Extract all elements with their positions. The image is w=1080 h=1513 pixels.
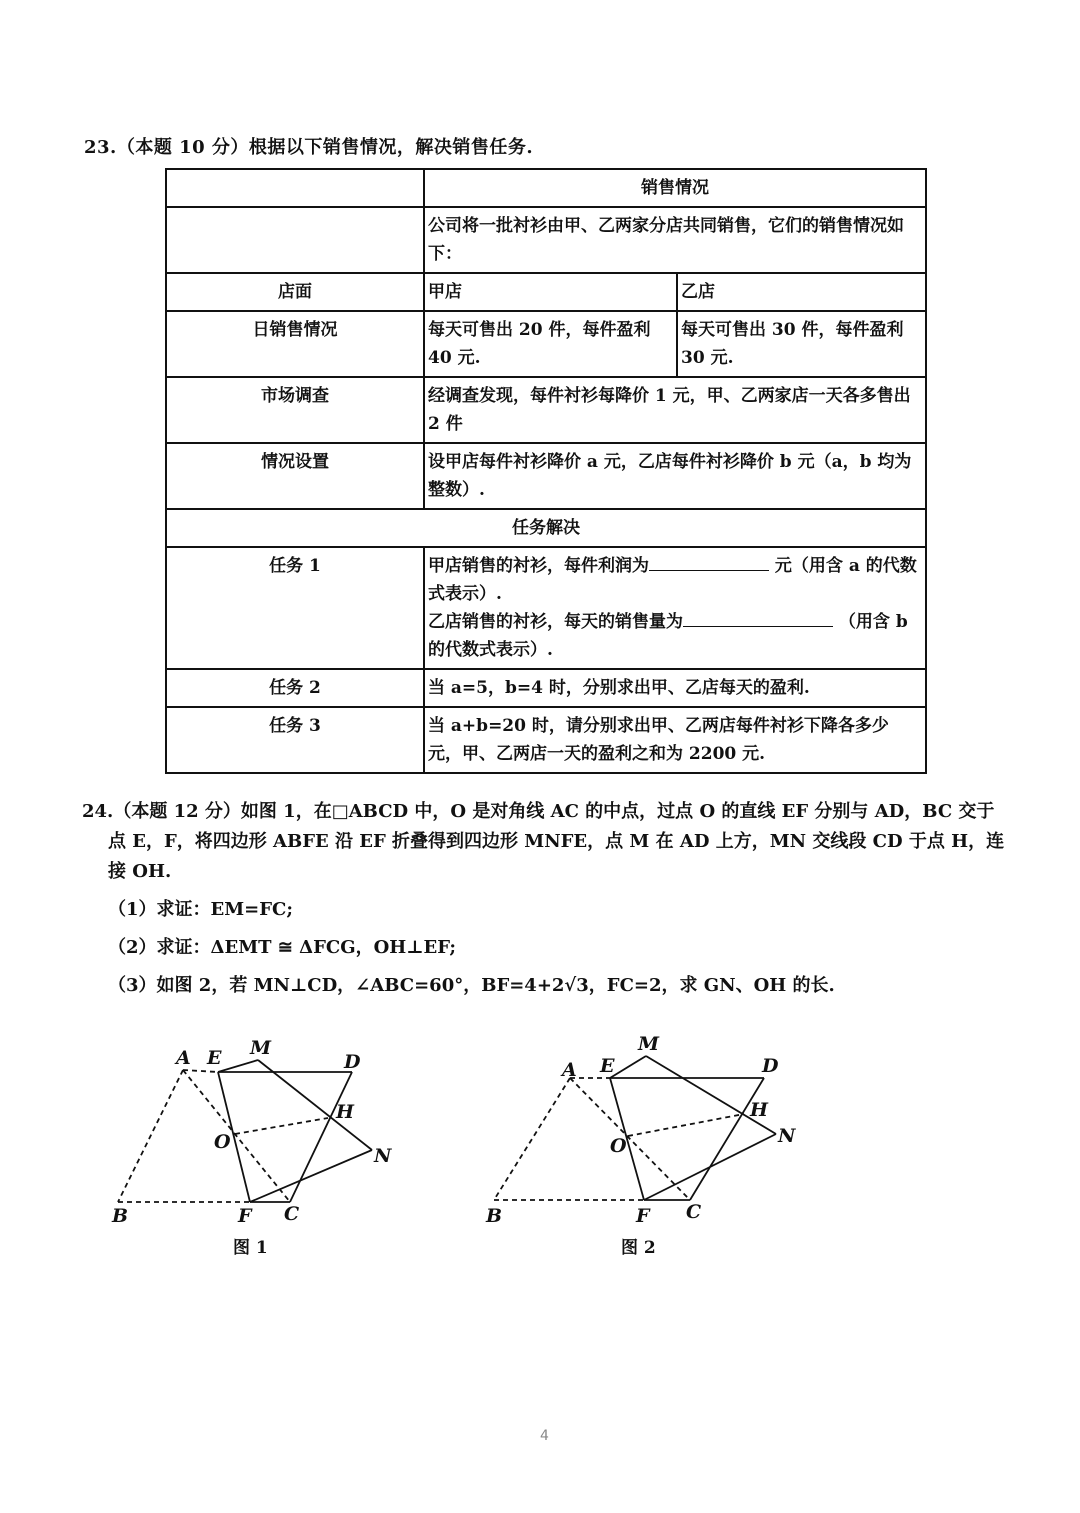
setting-text: 设甲店每件衬衫降价 a 元，乙店每件衬衫降价 b 元（a，b 均为整数）. <box>424 443 926 509</box>
table-row <box>166 707 926 773</box>
sales-table <box>165 168 927 774</box>
fig2-caption: 图 2 <box>621 1238 656 1258</box>
q24-block <box>82 797 1022 1001</box>
q24-line2: 点 E，F，将四边形 ABFE 沿 EF 折叠得到四边形 MNFE，点 M 在 AD 上方，MN 交线段 CD 于点 H，连 <box>108 831 1005 852</box>
fig2-label-A: A <box>562 1059 577 1081</box>
survey-text: 经调查发现，每件衬衫每降价 1 元，甲、乙两家店一天各多售出 2 件 <box>424 377 926 443</box>
page-number: 4 <box>540 1428 549 1444</box>
figure-1 <box>100 1030 420 1230</box>
fig2-line-NF <box>644 1134 776 1200</box>
fig2-label-N: N <box>778 1125 796 1147</box>
setting-label: 情况设置 <box>166 443 424 509</box>
fig1-label-O: O <box>214 1131 231 1153</box>
fig2-line-DC <box>690 1078 764 1200</box>
fig1-label-E: E <box>207 1047 222 1069</box>
fig1-line-EM <box>218 1060 258 1072</box>
store-b: 乙店 <box>677 273 926 311</box>
task3-label: 任务 3 <box>166 707 424 773</box>
fig2-line-AB <box>494 1078 570 1200</box>
fig1-label-A: A <box>176 1047 191 1069</box>
task1-part2b: （用含 b 的代数式表示）. <box>428 612 908 660</box>
fig2-label-H: H <box>750 1099 768 1121</box>
fig2-line-AC <box>570 1078 690 1200</box>
task1-part1a: 甲店销售的衬衫，每件利润为 <box>428 556 649 576</box>
answer-blank <box>649 552 769 571</box>
figure-2 <box>478 1030 808 1230</box>
task1-text <box>424 547 926 669</box>
q24-line1: 24.（本题 12 分）如图 1，在□ABCD 中，O 是对角线 AC 的中点，过点 O 的直线 EF 分别与 AD，BC 交于 <box>82 801 995 822</box>
table-row <box>166 377 926 443</box>
table-row <box>166 311 926 377</box>
table-row <box>166 547 926 669</box>
fig1-line-AB <box>118 1070 183 1202</box>
table-row <box>166 669 926 707</box>
daily-b: 每天可售出 30 件，每件盈利 30 元. <box>677 311 926 377</box>
survey-label: 市场调查 <box>166 377 424 443</box>
table-row <box>166 509 926 547</box>
fig2-label-B: B <box>486 1205 503 1227</box>
daily-label: 日销售情况 <box>166 311 424 377</box>
empty-cell <box>166 207 424 273</box>
fig2-label-D: D <box>762 1055 779 1077</box>
fig1-label-B: B <box>112 1205 129 1227</box>
fig1-label-F: F <box>238 1205 252 1227</box>
table-row <box>166 273 926 311</box>
q24-part1: （1）求证：EM=FC; <box>108 899 294 920</box>
table-row <box>166 169 926 207</box>
fig2-line-MN <box>646 1056 776 1134</box>
fig1-label-C: C <box>284 1203 300 1225</box>
q24-part3: （3）如图 2，若 MN⊥CD，∠ABC=60°，BF=4+2√3，FC=2，求 GN、OH 的长. <box>108 975 835 996</box>
q24-line3: 接 OH. <box>108 861 172 882</box>
fig2-label-E: E <box>600 1055 615 1077</box>
daily-a: 每天可售出 20 件，每件盈利 40 元. <box>424 311 677 377</box>
task2-text: 当 a=5，b=4 时，分别求出甲、乙店每天的盈利. <box>424 669 926 707</box>
fig2-line-EM <box>610 1056 646 1078</box>
sales-header: 销售情况 <box>424 169 926 207</box>
q24-part2: （2）求证：ΔEMT ≅ ΔFCG，OH⊥EF; <box>108 937 457 958</box>
table-row <box>166 443 926 509</box>
fig1-label-H: H <box>336 1101 354 1123</box>
task1-part1b: 元（用含 a 的代数式表示）. <box>428 556 917 604</box>
fig1-line-MN <box>258 1060 372 1150</box>
fig2-label-O: O <box>610 1135 627 1157</box>
fig1-line-OH <box>235 1118 328 1134</box>
task3-text: 当 a+b=20 时，请分别求出甲、乙两店每件衬衫下降各多少元，甲、乙两店一天的盈利之和为 2200 元. <box>424 707 926 773</box>
fig2-label-C: C <box>686 1201 702 1223</box>
task1-label: 任务 1 <box>166 547 424 669</box>
fig1-caption: 图 1 <box>233 1238 268 1258</box>
fig1-line-AE <box>183 1070 218 1072</box>
tasks-header: 任务解决 <box>166 509 926 547</box>
store-a: 甲店 <box>424 273 677 311</box>
fig1-label-N: N <box>374 1145 392 1167</box>
answer-blank <box>683 608 833 627</box>
fig2-label-F: F <box>636 1205 650 1227</box>
fig2-line-OH <box>628 1114 744 1136</box>
fig1-label-D: D <box>344 1051 361 1073</box>
intro-cell: 公司将一批衬衫由甲、乙两家分店共同销售，它们的销售情况如下： <box>424 207 926 273</box>
fig2-label-M: M <box>638 1033 660 1055</box>
fig1-line-AC <box>183 1070 290 1202</box>
task1-part2a: 乙店销售的衬衫，每天的销售量为 <box>428 612 683 632</box>
q23-title: 23.（本题 10 分）根据以下销售情况，解决销售任务. <box>84 137 534 158</box>
empty-cell <box>166 169 424 207</box>
table-row <box>166 207 926 273</box>
store-label: 店面 <box>166 273 424 311</box>
fig1-label-M: M <box>250 1037 272 1059</box>
task2-label: 任务 2 <box>166 669 424 707</box>
